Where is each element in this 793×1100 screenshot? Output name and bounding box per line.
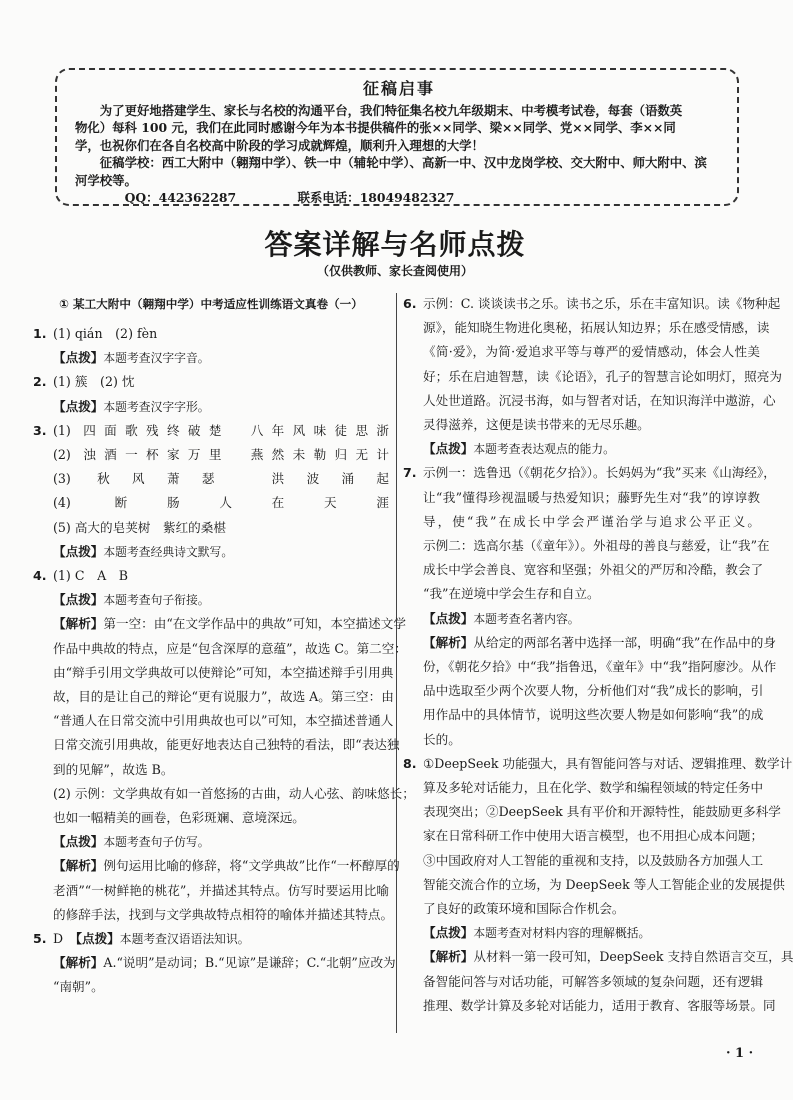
answer-line: 好；乐在启迪智慧，读《论语》，孔子的智慧言论如明灯，照亮为 bbox=[423, 368, 782, 384]
page-number: · 1 · bbox=[726, 1046, 754, 1061]
note-line bbox=[53, 540, 389, 564]
note-line: “普通人在日常交流中引用典故也可以”可知，本空描述普通人 bbox=[53, 713, 394, 729]
note-line bbox=[53, 588, 389, 612]
answer-line: 人处世道路。沉浸书海，如与智者对话，在知识海洋中遨游，心 bbox=[423, 392, 776, 408]
note-line: 日常交流引用典故，能更好地表达自己独特的看法，即“表达独 bbox=[53, 737, 400, 753]
note-tag: 【点拨】 bbox=[53, 592, 104, 608]
answer-choice: D bbox=[53, 931, 76, 947]
answer-line: 也如一幅精美的画卷，色彩斑斓、意境深远。 bbox=[53, 810, 305, 826]
note-tag: 【解析】 bbox=[53, 858, 104, 874]
answer-line: ③中国政府对人工智能的重视和支持，以及鼓励各方加强人工 bbox=[423, 852, 764, 868]
note-line bbox=[53, 830, 389, 854]
answer-line: 示例：C. 谈谈读书之乐。读书之乐，乐在丰富知识。读《物种起 bbox=[423, 296, 781, 311]
note-line: 备智能问答与对话功能，可解答多领域的复杂问题，还有逻辑 bbox=[423, 973, 764, 989]
notice-line: 物化）每科 100 元，我们在此同时感谢今年为本书提供稿件的张××同学、梁××同学、党××同学、李××同 bbox=[75, 120, 676, 136]
note-text: 从材料一第一段可知，DeepSeek 支持自然语言交互，具 bbox=[473, 949, 793, 965]
answer-line: 《简·爱》，为简·爱追求平等与尊严的爱情感动，体会人性美 bbox=[423, 344, 760, 360]
question-3 bbox=[33, 419, 389, 540]
answer-line: ①DeepSeek 功能强大，具有智能问答与对话、逻辑推理、数学计 bbox=[423, 755, 793, 771]
answer-line: 了良好的政策环境和国际合作机会。 bbox=[423, 901, 625, 917]
phone-number: 联系电话：18049482327 bbox=[297, 190, 455, 206]
note-tag: 【解析】 bbox=[423, 949, 474, 965]
note-line bbox=[53, 951, 396, 975]
qq-number: QQ：442362287 bbox=[124, 190, 237, 206]
note-line: 品中选取至少两个次要人物，分析他们对“我”成长的影响，引 bbox=[423, 683, 764, 699]
note-line: 老酒”“一树鲜艳的桃花”，并描述其特点。仿写时要运用比喻 bbox=[53, 882, 389, 898]
answer-note bbox=[33, 854, 400, 927]
answer-line: “我”在逆境中学会生存和自立。 bbox=[423, 586, 600, 602]
notice-title: 征稿启事 bbox=[362, 79, 435, 98]
answer-line: 家在日常科研工作中使用大语言模型，也不用担心成本问题； bbox=[423, 828, 764, 844]
note-text: 本题考查名著内容。 bbox=[473, 611, 580, 626]
answer-line: (1) 四面歌残终破楚 八年风味徒思浙 bbox=[53, 422, 389, 438]
question-5 bbox=[33, 927, 389, 951]
answer-line: (3) 秋风萧瑟 洪波涌起 bbox=[53, 471, 389, 487]
question-number: 1. bbox=[33, 326, 47, 341]
note-tag: 【点拨】 bbox=[423, 925, 474, 941]
page-title: 答案详解与名师点拨 bbox=[264, 228, 526, 261]
answer-note bbox=[33, 395, 389, 419]
question-number: 7. bbox=[403, 465, 417, 481]
answer-note bbox=[33, 588, 389, 612]
note-line bbox=[423, 607, 760, 631]
left-column bbox=[33, 292, 415, 1000]
column-divider bbox=[396, 293, 397, 1033]
note-text: 本题考查对材料内容的理解概括。 bbox=[473, 926, 651, 941]
note-text: 本题考查句子衔接。 bbox=[103, 593, 210, 608]
note-line: 故，目的是让自己的辩论“更有说服力”，故选 A。第三空：由 bbox=[53, 689, 394, 705]
note-tag: 【点拨】 bbox=[53, 834, 104, 850]
answer-line: (1) C A B bbox=[53, 568, 129, 584]
question-2 bbox=[33, 370, 389, 394]
note-line: 由“辩手引用文学典故可以使辩论”可知，本空描述辩手引用典 bbox=[53, 664, 394, 680]
note-line bbox=[53, 395, 389, 419]
answer-note bbox=[33, 830, 389, 854]
question-6 bbox=[403, 292, 782, 437]
notice-line: 学，也祝你们在各自名校高中阶段的学习成就辉煌，顺利升入理想的大学！ bbox=[75, 137, 484, 153]
answer-line: 智能交流合作的立场，为 DeepSeek 等人工智能企业的发展提供 bbox=[423, 876, 785, 892]
note-tag: 【点拨】 bbox=[53, 350, 104, 366]
page-subtitle: （仅供教师、家长查阅使用） bbox=[316, 264, 473, 278]
answer-block bbox=[33, 782, 415, 830]
notice-line: 河学校等。 bbox=[75, 172, 137, 188]
answer-line: 源》，能知晓生物进化奥秘，拓展认知边界；乐在感受情感，读 bbox=[423, 320, 770, 336]
answer-note bbox=[33, 612, 407, 781]
note-line: “南朝”。 bbox=[53, 979, 104, 995]
note-text: 第一空：由“在文学作品中的典故”可知，本空描述文学 bbox=[103, 616, 406, 632]
note-line: 份，《朝花夕拾》中“我”指鲁迅，《童年》中“我”指阿廖沙。从作 bbox=[423, 659, 777, 675]
note-line: 到的见解”，故选 B。 bbox=[53, 761, 174, 777]
note-tag: 【解析】 bbox=[53, 955, 104, 971]
note-tag: 【解析】 bbox=[53, 616, 104, 632]
note-text: 本题考查汉字字音。 bbox=[103, 351, 210, 366]
answer-line: 示例一：选鲁迅（《朝花夕拾》）。长妈妈为“我”买来《山海经》， bbox=[423, 465, 776, 481]
note-line bbox=[53, 612, 406, 636]
answer-line: 算及多轮对话能力，且在化学、数学和编程领域的特定任务中 bbox=[423, 780, 764, 796]
note-text: 本题考查汉语语法知识。 bbox=[119, 932, 250, 947]
note-line bbox=[423, 631, 776, 655]
note-text: A.“说明”是动词；B.“见谅”是谦辞；C.“北朝”应改为 bbox=[103, 955, 396, 971]
note-line: 长的。 bbox=[423, 731, 461, 747]
note-tag: 【点拨】 bbox=[423, 610, 474, 626]
note-text: 本题考查经典诗文默写。 bbox=[103, 544, 234, 559]
note-line bbox=[53, 346, 389, 370]
question-number: 3. bbox=[33, 422, 47, 438]
answer-note bbox=[33, 346, 389, 370]
note-tag: 【点拨】 bbox=[423, 441, 474, 457]
note-line bbox=[423, 437, 760, 461]
question-7 bbox=[403, 461, 776, 606]
note-text: 从给定的两部名著中选择一部，明确“我”在作品中的身 bbox=[473, 634, 776, 650]
note-line bbox=[53, 927, 389, 951]
note-text: 本题考查句子仿写。 bbox=[103, 835, 210, 850]
answer-line: 灵得滋养，这便是读书带来的无尽乐趣。 bbox=[423, 417, 650, 433]
answer-line: (2) 浊酒一杯家万里 燕然未勒归无计 bbox=[53, 447, 389, 463]
note-line: 作品中典故的特点，应是“包含深厚的意蕴”，故选 C。第二空： bbox=[53, 640, 407, 656]
answer-note bbox=[403, 945, 793, 1018]
answer-note bbox=[403, 631, 777, 752]
notice-line: 征稿学校：西工大附中（翱翔中学）、铁一中（辅轮中学）、高新一中、汉中龙岗学校、交大附中、师大附中、滨 bbox=[99, 155, 707, 171]
question-number: 8. bbox=[403, 755, 417, 771]
answer-line: (1) qián (2) fèn bbox=[53, 326, 158, 341]
answer-line: 表现突出；②DeepSeek 具有平价和开源特性，能鼓励更多科学 bbox=[423, 804, 781, 820]
note-tag: 【解析】 bbox=[423, 634, 474, 650]
answer-line: (5) 高大的皂荚树 紫红的桑椹 bbox=[53, 519, 226, 535]
answer-line: 成长中学会善良、宽容和坚强；外祖父的严厉和冷酷，教会了 bbox=[423, 562, 764, 578]
question-number: 6. bbox=[403, 296, 417, 311]
question-number: 5. bbox=[33, 931, 47, 947]
answer-note bbox=[403, 921, 760, 945]
answer-line: 导，使“我”在成长中学会严谨治学与追求公平正义。 bbox=[423, 513, 760, 529]
note-line bbox=[423, 921, 760, 945]
question-number: 4. bbox=[33, 568, 47, 584]
answer-line: (4) 断肠人在天涯 bbox=[53, 495, 389, 511]
note-tag: 【点拨】 bbox=[53, 543, 104, 559]
note-tag: 【点拨】 bbox=[53, 398, 104, 414]
question-8 bbox=[403, 752, 793, 921]
answer-note bbox=[33, 540, 389, 564]
note-line: 推理、数学计算及多轮对话能力，适用于教育、客服等场景。同 bbox=[423, 997, 776, 1013]
note-text: 本题考查汉字字形。 bbox=[103, 399, 210, 414]
answer-note bbox=[33, 951, 396, 999]
note-tag: 【点拨】 bbox=[75, 931, 120, 947]
question-4 bbox=[33, 564, 389, 588]
note-line: 用作品中的具体情节，说明这些次要人物是如何影响“我”的成 bbox=[423, 707, 764, 723]
answer-line: (2) 示例：文学典故有如一首悠扬的古曲，动人心弦、韵味悠长； bbox=[53, 785, 415, 801]
answer-note bbox=[403, 607, 760, 631]
right-column bbox=[403, 292, 793, 1018]
paper-title: ① 某工大附中（翱翔中学）中考适应性训练语文真卷（一） bbox=[59, 297, 363, 311]
answer-line: (1) 簇 (2) 忱 bbox=[53, 374, 135, 390]
answer-line: 让“我”懂得珍视温暖与热爱知识；藤野先生对“我”的谆谆教 bbox=[423, 489, 760, 505]
call-for-papers-box bbox=[55, 68, 739, 206]
notice-contact bbox=[75, 189, 723, 206]
note-line: 的修辞手法，找到与文学典故特点相符的喻体并描述其特点。 bbox=[53, 906, 394, 922]
note-line bbox=[423, 945, 793, 969]
answer-note bbox=[403, 437, 760, 461]
note-text: 本题考查表达观点的能力。 bbox=[473, 442, 615, 457]
note-line bbox=[53, 854, 400, 878]
notice-line: 为了更好地搭建学生、家长与名校的沟通平台，我们特征集名校九年级期末、中考模考试卷，每套（语数英 bbox=[99, 103, 683, 118]
answer-line: 示例二：选高尔基（《童年》）。外祖母的善良与慈爱，让“我”在 bbox=[423, 538, 770, 554]
question-1 bbox=[33, 322, 389, 346]
note-text: 例句运用比喻的修辞，将“文学典故”比作“一杯醇厚的 bbox=[103, 858, 400, 874]
question-number: 2. bbox=[33, 374, 47, 390]
